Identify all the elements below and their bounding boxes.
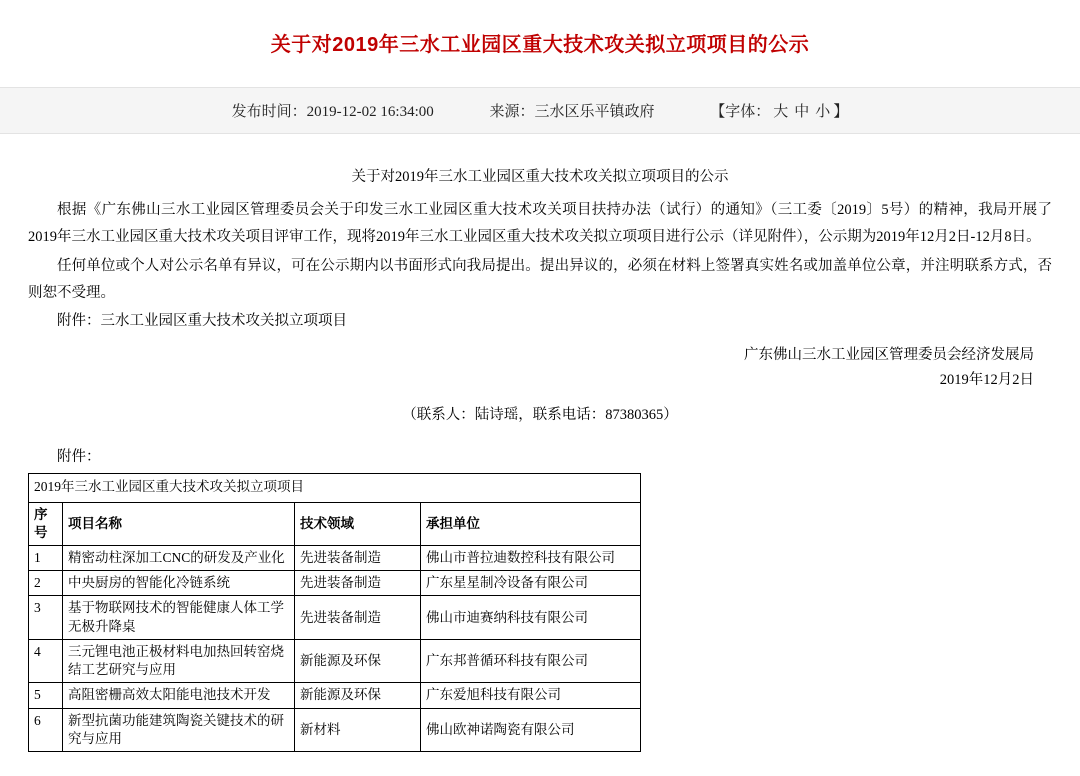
table-caption: 2019年三水工业园区重大技术攻关拟立项项目 (29, 473, 641, 502)
cell-tech-field: 新能源及环保 (295, 639, 421, 682)
cell-project-name: 新型抗菌功能建筑陶瓷关键技术的研究与应用 (63, 708, 295, 751)
cell-project-name: 基于物联网技术的智能健康人体工学无极升降桌 (63, 596, 295, 639)
attachment-reference: 附件：三水工业园区重大技术攻关拟立项项目 (57, 313, 347, 330)
cell-index: 3 (29, 596, 63, 639)
article-body (0, 134, 1080, 471)
cell-index: 6 (29, 708, 63, 751)
column-header-index: 序号 (29, 502, 63, 545)
column-header-tech-field: 技术领域 (295, 502, 421, 545)
cell-tech-field: 新材料 (295, 708, 421, 751)
attachment-heading: 附件： (57, 448, 101, 465)
cell-tech-field: 先进装备制造 (295, 571, 421, 596)
paragraph-2: 任何单位或个人对公示名单有异议，可在公示期内以书面形式向我局提出。提出异议的，必须在材料上签署真实姓名或加盖单位公章，并注明联系方式，否则恕不受理。 (28, 257, 1052, 301)
contact-line: （联系人：陆诗瑶，联系电话：87380365） (402, 407, 678, 424)
font-size-label-close: 】 (833, 103, 849, 120)
cell-organization: 广东星星制冷设备有限公司 (421, 571, 641, 596)
table-caption-row (29, 473, 641, 502)
column-header-project-name: 项目名称 (63, 502, 295, 545)
cell-project-name: 三元锂电池正极材料电加热回转窑烧结工艺研究与应用 (63, 639, 295, 682)
article-meta-bar (0, 87, 1080, 134)
article-source: 来源：三水区乐平镇政府 (489, 103, 655, 120)
cell-project-name: 高阻密栅高效太阳能电池技术开发 (63, 683, 295, 708)
table-row (29, 708, 641, 751)
column-header-organization: 承担单位 (421, 502, 641, 545)
page-title: 关于对2019年三水工业园区重大技术攻关拟立项项目的公示 (270, 34, 810, 57)
cell-organization: 佛山市普拉迪数控科技有限公司 (421, 546, 641, 571)
cell-index: 2 (29, 571, 63, 596)
cell-organization: 广东邦普循环科技有限公司 (421, 639, 641, 682)
cell-index: 1 (29, 546, 63, 571)
table-row (29, 546, 641, 571)
cell-organization: 佛山欧神诺陶瓷有限公司 (421, 708, 641, 751)
cell-index: 4 (29, 639, 63, 682)
table-header-row (29, 502, 641, 545)
signature-date: 2019年12月2日 (939, 371, 1034, 388)
document-subtitle: 关于对2019年三水工业园区重大技术攻关拟立项项目的公示 (351, 169, 729, 186)
cell-project-name: 中央厨房的智能化冷链系统 (63, 571, 295, 596)
cell-tech-field: 先进装备制造 (295, 596, 421, 639)
table-row (29, 639, 641, 682)
table-row (29, 596, 641, 639)
article-page (0, 13, 1080, 776)
font-size-medium-button[interactable]: 中 (794, 103, 810, 120)
table-row (29, 571, 641, 596)
font-size-control (710, 100, 848, 121)
project-table (28, 473, 641, 752)
table-row (29, 683, 641, 708)
cell-project-name: 精密动柱深加工CNC的研发及产业化 (63, 546, 295, 571)
cell-tech-field: 先进装备制造 (295, 546, 421, 571)
cell-index: 5 (29, 683, 63, 708)
paragraph-1: 根据《广东佛山三水工业园区管理委员会关于印发三水工业园区重大技术攻关项目扶持办法（试行）的通知》（三工委〔2019〕5号）的精神，我局开展了2019年三水工业园区重大技术攻关项目评审工作，现将2019年三水工业园区重大技术攻关拟立项项目进行公示（详见附件），公示期为2019年12月2日-12月8日。 (28, 202, 1052, 245)
font-size-small-button[interactable]: 小 (815, 103, 831, 120)
cell-tech-field: 新能源及环保 (295, 683, 421, 708)
attachment-table-wrapper (0, 473, 1080, 776)
signature-organization: 广东佛山三水工业园区管理委员会经济发展局 (744, 347, 1034, 364)
font-size-label: 【字体： (710, 103, 771, 120)
cell-organization: 佛山市迪赛纳科技有限公司 (421, 596, 641, 639)
signature-block (28, 343, 1052, 392)
cell-organization: 广东爱旭科技有限公司 (421, 683, 641, 708)
publish-time: 发布时间：2019-12-02 16:34:00 (231, 103, 434, 120)
font-size-large-button[interactable]: 大 (773, 103, 789, 120)
